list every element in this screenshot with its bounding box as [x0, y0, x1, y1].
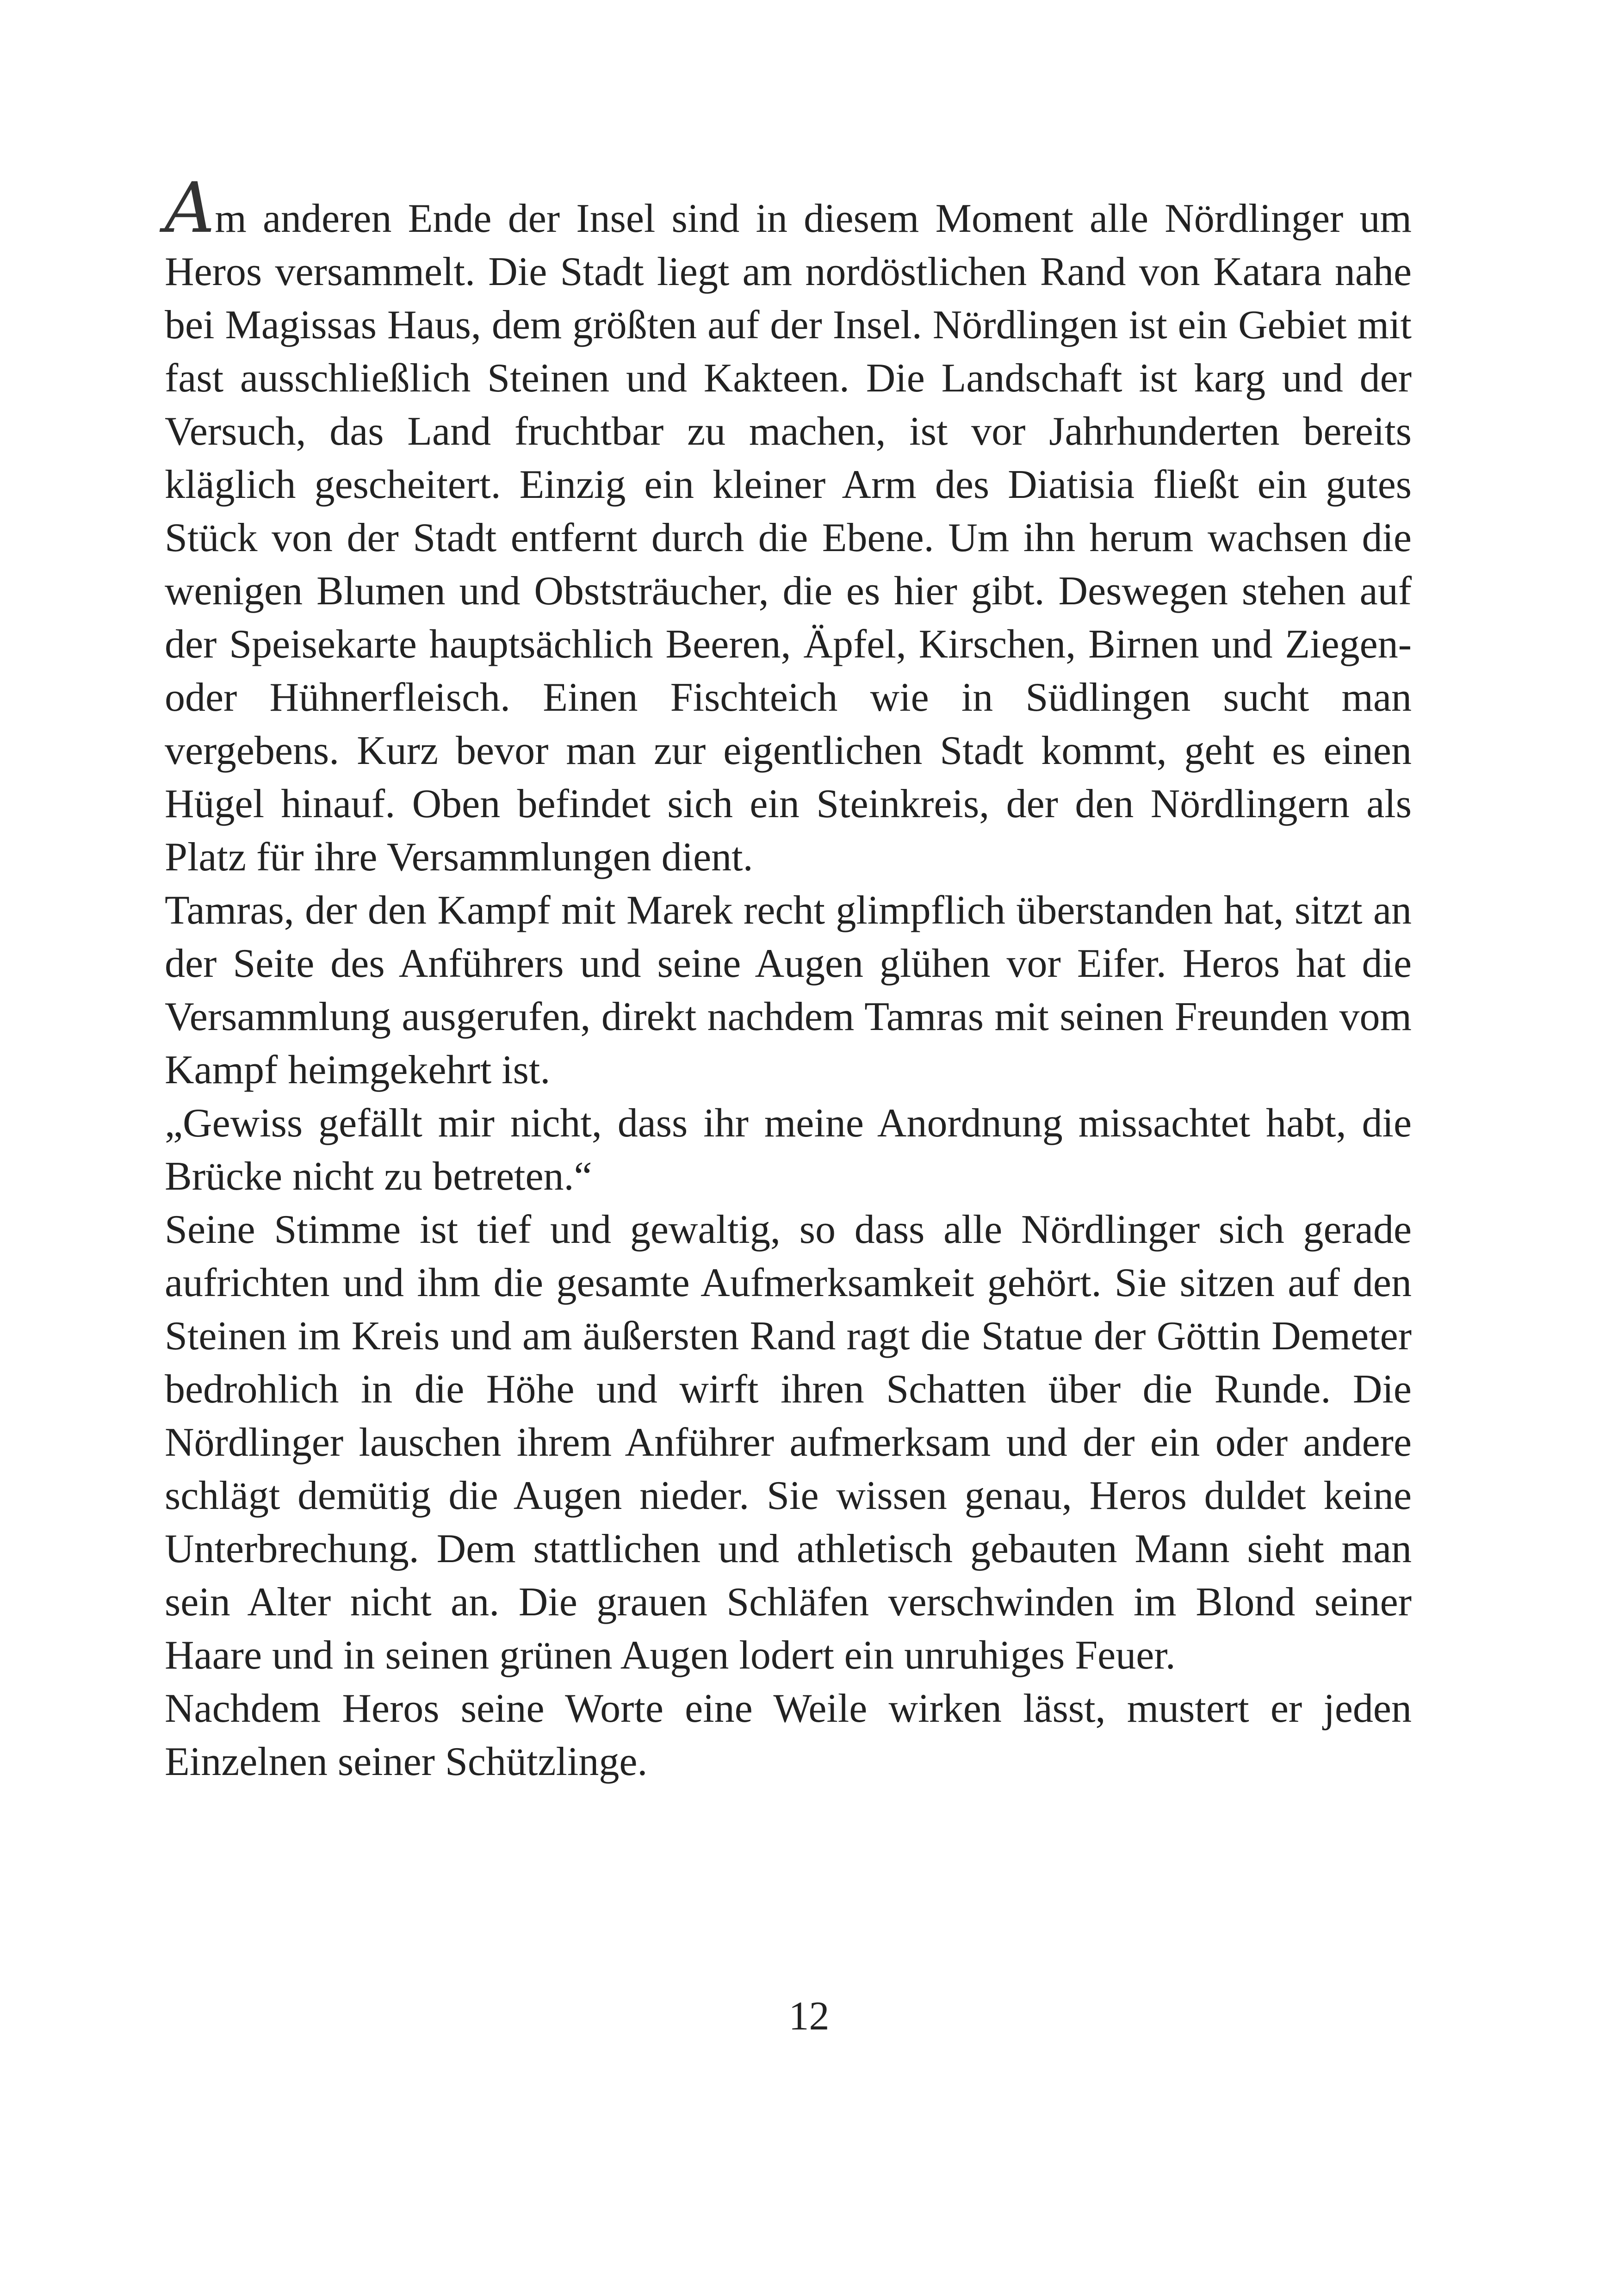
page-number: 12: [788, 1994, 830, 2039]
paragraph-5: Nachdem Heros seine Worte eine Weile wirken lässt, mustert er jeden Einzelnen seiner Schützlinge.: [165, 1686, 1412, 1784]
paragraph-2: Tamras, der den Kampf mit Marek recht glimpflich überstanden hat, sitzt an der Seite des Anführers und seine Augen glühen vor Eifer. Heros hat die Versammlung ausgerufen, direkt nachdem Tamras mit seinen Freunden vom Kampf heimgekehrt ist.: [165, 888, 1412, 1092]
paragraph-4: Seine Stimme ist tief und gewaltig, so dass alle Nördlinger sich gerade aufrichten und ihm die gesamte Aufmerksamkeit gehört. Sie sitzen auf den Steinen im Kreis und am äußersten Rand ragt die Statue der Göttin Demeter bedrohlich in die Höhe und wirft ihren Schatten über die Runde. Die Nördlinger lauschen ihrem Anführer aufmerksam und der ein oder andere schlägt demütig die Augen nieder. Sie wissen genau, Heros duldet keine Unterbrechung. Dem stattlichen und athletisch gebauten Mann sieht man sein Alter nicht an. Die grauen Schläfen verschwinden im Blond seiner Haare und in seinen grünen Augen lodert ein unruhiges Feuer.: [165, 1207, 1412, 1678]
drop-cap: A: [165, 168, 215, 248]
paragraph-3: „Gewiss gefällt mir nicht, dass ihr meine Anordnung missachtet habt, die Brücke nicht zu betreten.“: [165, 1101, 1412, 1199]
paragraph-1: [165, 168, 1412, 884]
paragraph-1-text: m anderen Ende der Insel sind in diesem Moment alle Nördlinger um Heros versammelt. Die Stadt liegt am nordöstlichen Rand von Katara nahe bei Magissas Haus, dem größten auf der Insel. Nördlingen ist ein Gebiet mit fast ausschließlich Steinen und Kakteen. Die Landschaft ist karg und der Versuch, das Land fruchtbar zu machen, ist vor Jahrhunderten bereits kläglich gescheitert. Einzig ein kleiner Arm des Diatisia fließt ein gutes Stück von der Stadt entfernt durch die Ebene. Um ihn herum wachsen die wenigen Blumen und Obststräucher, die es hier gibt. Deswegen stehen auf der Speisekarte hauptsächlich Beeren, Äpfel, Kirschen, Birnen und Ziegen- oder Hühnerfleisch. Einen Fischteich wie in Südlingen sucht man vergebens. Kurz bevor man zur eigentlichen Stadt kommt, geht es einen Hügel hinauf. Oben befindet sich ein Steinkreis, der den Nördlingern als Platz für ihre Versammlungen dient.: [165, 196, 1412, 880]
page-body: [165, 168, 1412, 1788]
